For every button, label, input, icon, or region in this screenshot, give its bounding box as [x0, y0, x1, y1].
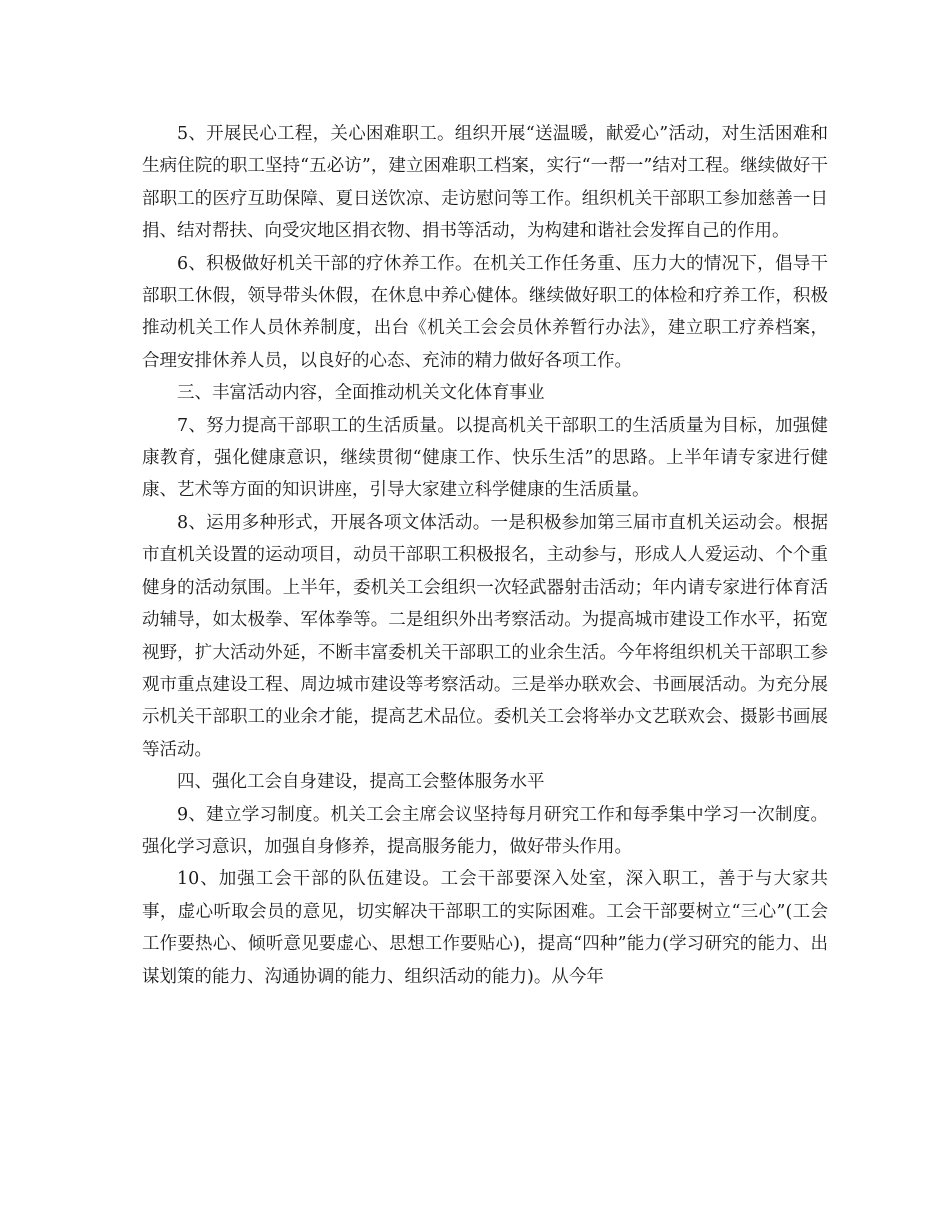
paragraph-10: 10、加强工会干部的队伍建设。工会干部要深入处室，深入职工，善于与大家共事，虚心听取会员的意见，切实解决干部职工的实际困难。工会干部要树立“三心”(工会工作要热心、倾听意见要虚心、思想工作要贴心)，提高“四种”能力(学习研究的能力、出谋划策的能力、沟通协调的能力、组织活动的能力)。从今年 [142, 869, 828, 987]
paragraph-5: 5、开展民心工程，关心困难职工。组织开展“送温暖，献爱心”活动，对生活困难和生病住院的职工坚持“五必访”，建立困难职工档案，实行“一帮一”结对工程。继续做好干部职工的医疗互助保障、夏日送饮凉、走访慰问等工作。组织机关干部职工参加慈善一日捐、结对帮扶、向受灾地区捐衣物、捐书等活动，为构建和谐社会发挥自己的作用。 [142, 124, 828, 242]
document-body [142, 118, 828, 993]
paragraph-8: 8、运用多种形式，开展各项文体活动。一是积极参加第三届市直机关运动会。根据市直机关设置的运动项目，动员干部职工积极报名，主动参与，形成人人爱运动、个个重健身的活动氛围。上半年，委机关工会组织一次轻武器射击活动；年内请专家进行体育活动辅导，如太极拳、军体拳等。二是组织外出考察活动。为提高城市建设工作水平，拓宽视野，扩大活动外延，不断丰富委机关干部职工的业余生活。今年将组织机关干部职工参观市重点建设工程、周边城市建设等考察活动。三是举办联欢会、书画展活动。为充分展示机关干部职工的业余才能，提高艺术品位。委机关工会将举办文艺联欢会、摄影书画展等活动。 [142, 512, 828, 760]
section-heading-3: 三、丰富活动内容，全面推动机关文化体育事业 [177, 383, 545, 404]
paragraph-9: 9、建立学习制度。机关工会主席会议坚持每月研究工作和每季集中学习一次制度。强化学习意识，加强自身修养，提高服务能力，做好带头作用。 [142, 804, 828, 857]
section-heading-4: 四、强化工会自身建设，提高工会整体服务水平 [177, 772, 545, 793]
paragraph-6: 6、积极做好机关干部的疗休养工作。在机关工作任务重、压力大的情况下，倡导干部职工休假，领导带头休假，在休息中养心健体。继续做好职工的体检和疗养工作，积极推动机关工作人员休养制度，出台《机关工会会员休养暂行办法》，建立职工疗养档案，合理安排休养人员，以良好的心态、充沛的精力做好各项工作。 [142, 253, 828, 371]
paragraph-7: 7、努力提高干部职工的生活质量。以提高机关干部职工的生活质量为目标，加强健康教育，强化健康意识，继续贯彻“健康工作、快乐生活”的思路。上半年请专家进行健康、艺术等方面的知识讲座，引导大家建立科学健康的生活质量。 [142, 415, 828, 501]
